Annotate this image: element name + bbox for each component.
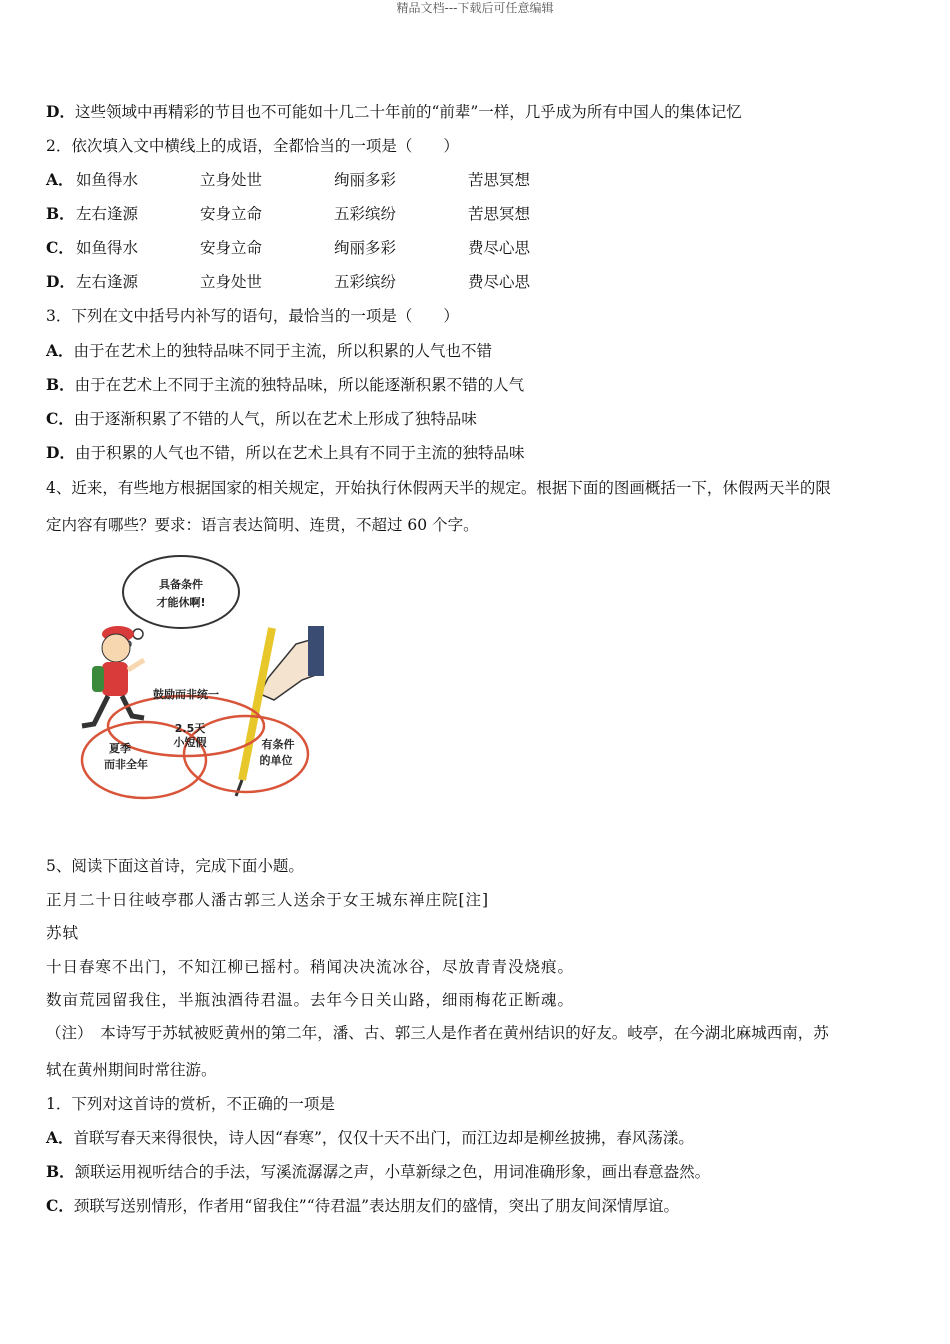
cartoon-figure: [46, 548, 324, 806]
venn-left-label-1: 夏季: [109, 742, 131, 755]
option-label: C．: [46, 1196, 74, 1215]
q2-option-b: [46, 204, 530, 224]
option-text: 由于在艺术上不同于主流的独特品味，所以能逐渐积累不错的人气: [74, 376, 525, 394]
q5-sub1-stem: 1．下列对这首诗的赏析，不正确的一项是: [46, 1095, 335, 1113]
hand-pen-icon: [236, 626, 324, 796]
poem-title: 正月二十日往岐亭郡人潘古郭三人送余于女王城东禅庄院[注]: [46, 891, 490, 909]
cartoon-svg: [46, 548, 324, 806]
option-label: B．: [46, 204, 75, 223]
option-text: 首联写春天来得很快，诗人因“春寒”，仅仅十天不出门，而江边却是柳丝披拂，春风荡漾。: [73, 1129, 694, 1147]
q1-option-d: [46, 102, 742, 122]
option-label: D．: [46, 443, 75, 462]
idiom-1: 如鱼得水: [76, 239, 139, 257]
option-label: C．: [46, 238, 74, 257]
venn-right-label-2: 的单位: [259, 754, 293, 767]
q2-option-a: [46, 170, 530, 190]
q2-option-c: [46, 238, 530, 258]
option-label: D．: [46, 102, 75, 121]
option-label: A．: [46, 170, 74, 189]
q4-stem-line2: 定内容有哪些？要求：语言表达简明、连贯，不超过 60 个字。: [46, 516, 479, 534]
q3-option-b: [46, 375, 524, 395]
venn-center-label-2: 小短假: [173, 736, 207, 749]
q2-option-d: [46, 272, 530, 292]
q3-option-a: [46, 341, 492, 361]
option-text: 由于逐渐积累了不错的人气，所以在艺术上形成了独特品味: [73, 410, 477, 428]
bubble-dot: [133, 629, 143, 639]
thought-bubble: [123, 556, 239, 628]
bubble-text-1: 具备条件: [159, 578, 203, 591]
q4-stem-line1: 4、近来，有些地方根据国家的相关规定，开始执行休假两天半的规定。根据下面的图画概括一下，休假两天半的限: [46, 479, 831, 497]
q5-intro: 5、阅读下面这首诗，完成下面小题。: [46, 857, 304, 875]
q3-stem: 3．下列在文中括号内补写的语句，最恰当的一项是（ ）: [46, 307, 459, 325]
poem-note-line2: 轼在黄州期间时常往游。: [46, 1061, 217, 1079]
venn-top-label: 鼓励而非统一: [153, 688, 219, 701]
option-text: 由于积累的人气也不错，所以在艺术上具有不同于主流的独特品味: [74, 444, 525, 462]
option-label: B．: [46, 1162, 75, 1181]
option-text: 颈联写送别情形，作者用“留我住”“待君温”表达朋友们的盛情，突出了朋友间深情厚谊。: [73, 1197, 680, 1215]
q3-option-c: [46, 409, 477, 429]
option-label: A．: [46, 341, 74, 360]
idiom-4: 费尽心思: [468, 273, 531, 291]
venn-right-label-1: 有条件: [261, 738, 295, 751]
option-label: A．: [46, 1128, 74, 1147]
page-header: 精品文档---下载后可任意编辑: [396, 1, 554, 15]
q2-stem: 2．依次填入文中横线上的成语，全都恰当的一项是（ ）: [46, 137, 459, 155]
option-text: 由于在艺术上的独特品味不同于主流，所以积累的人气也不错: [73, 342, 493, 360]
idiom-3: 绚丽多彩: [334, 239, 397, 257]
idiom-4: 费尽心思: [468, 239, 531, 257]
running-boy-icon: [82, 626, 144, 726]
idiom-4: 苦思冥想: [468, 205, 531, 223]
poem-author: 苏轼: [46, 924, 80, 942]
venn-left-label-2: 而非全年: [104, 758, 148, 771]
poem-line-1: 十日春寒不出门，不知江柳已摇村。稍闻决决流冰谷，尽放青青没烧痕。: [46, 958, 575, 976]
option-label: B．: [46, 375, 75, 394]
idiom-3: 绚丽多彩: [334, 171, 397, 189]
idiom-2: 立身处世: [200, 273, 263, 291]
bubble-text-2: 才能休啊!: [156, 596, 206, 609]
q3-option-d: [46, 443, 524, 463]
option-label: D．: [46, 272, 75, 291]
venn-center-label-1: 2.5天: [174, 722, 206, 735]
poem-line-2: 数亩荒园留我住，半瓶浊酒待君温。去年今日关山路，细雨梅花正断魂。: [46, 991, 575, 1009]
idiom-4: 苦思冥想: [468, 171, 531, 189]
option-label: C．: [46, 409, 74, 428]
idiom-2: 安身立命: [200, 239, 263, 257]
idiom-1: 如鱼得水: [76, 171, 139, 189]
poem-note-line1: （注） 本诗写于苏轼被贬黄州的第二年，潘、古、郭三人是作者在黄州结识的好友。岐亭，在今湖北麻城西南，苏: [46, 1024, 829, 1042]
idiom-2: 立身处世: [200, 171, 263, 189]
idiom-1: 左右逢源: [76, 205, 139, 223]
idiom-3: 五彩缤纷: [334, 205, 397, 223]
option-text: 这些领域中再精彩的节目也不可能如十几二十年前的“前辈”一样，几乎成为所有中国人的集体记忆: [74, 103, 742, 121]
idiom-3: 五彩缤纷: [334, 273, 397, 291]
idiom-1: 左右逢源: [76, 273, 139, 291]
q5-sub1-option-c: [46, 1196, 679, 1216]
q5-sub1-option-b: [46, 1162, 710, 1182]
idiom-2: 安身立命: [200, 205, 263, 223]
q5-sub1-option-a: [46, 1128, 694, 1148]
option-text: 颔联运用视听结合的手法，写溪流潺潺之声，小草新绿之色，用词准确形象，画出春意盎然。: [74, 1163, 711, 1181]
